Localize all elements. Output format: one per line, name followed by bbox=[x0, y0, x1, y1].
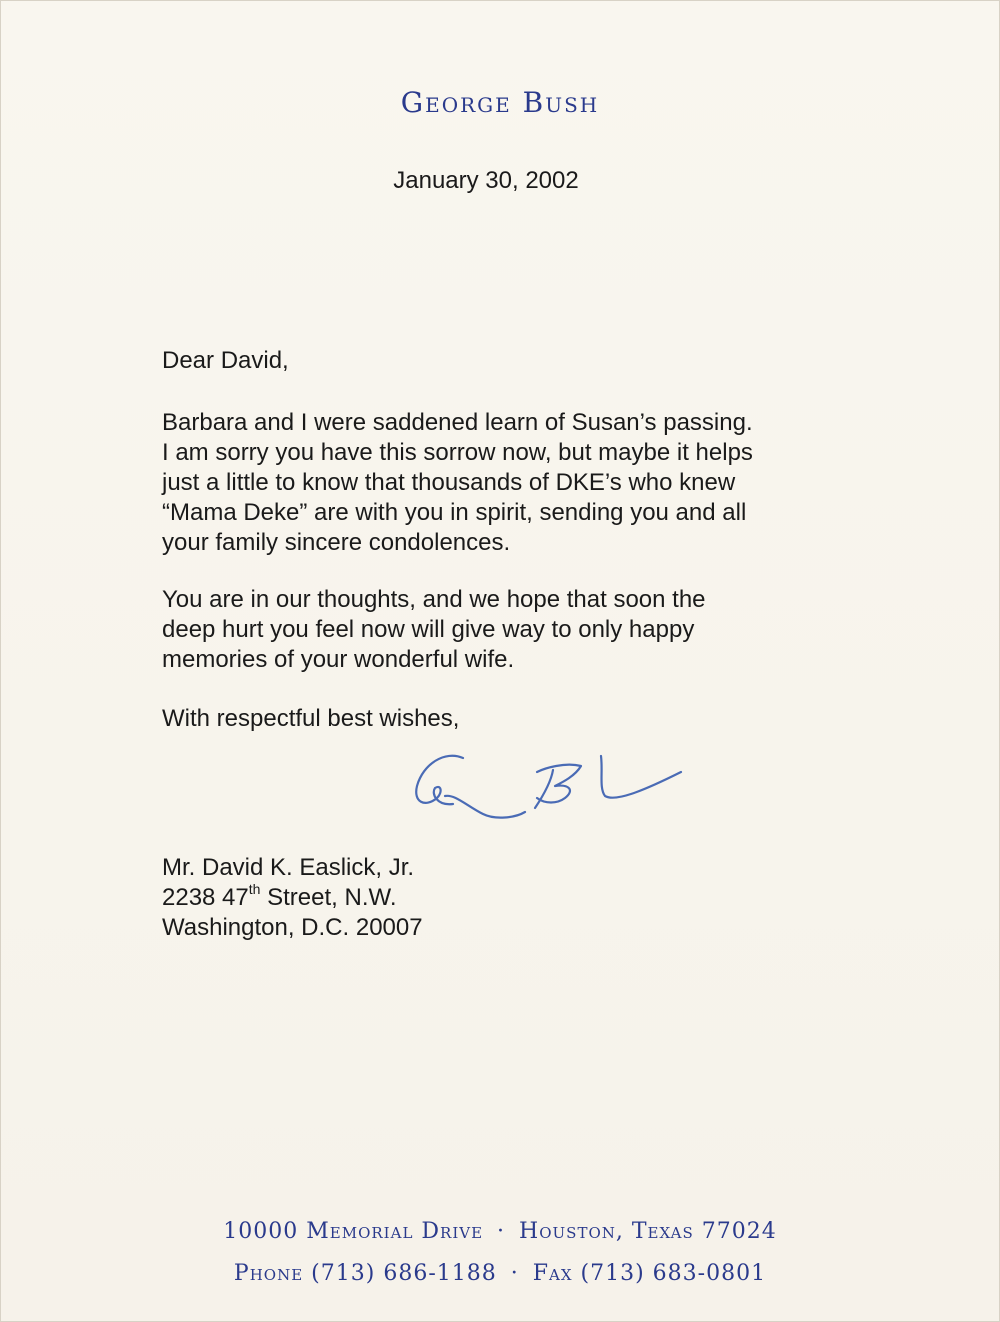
paragraph-2-line: You are in our thoughts, and we hope that soon the bbox=[162, 586, 706, 613]
footer-address-line bbox=[0, 1219, 1000, 1244]
footer-separator: · bbox=[497, 1219, 506, 1244]
signature-image bbox=[405, 736, 695, 836]
street-number: 2238 47 bbox=[162, 884, 249, 911]
recipient-name: Mr. David K. Easlick, Jr. bbox=[162, 854, 415, 881]
letter-date: January 30, 2002 bbox=[393, 167, 579, 194]
paragraph-1-line: “Mama Deke” are with you in spirit, sending you and all bbox=[162, 499, 747, 526]
salutation: Dear David, bbox=[162, 347, 289, 374]
footer-separator: · bbox=[510, 1261, 519, 1286]
paragraph-1-line: I am sorry you have this sorrow now, but maybe it helps bbox=[162, 439, 753, 466]
paragraph-2-line: memories of your wonderful wife. bbox=[162, 646, 515, 673]
footer-contact-line bbox=[0, 1261, 1000, 1286]
paragraph-2-line: deep hurt you feel now will give way to only happy bbox=[162, 616, 695, 643]
footer-city: Houston, Texas 77024 bbox=[519, 1219, 777, 1244]
paragraph-1 bbox=[162, 408, 753, 558]
street-suffix: th bbox=[248, 881, 261, 897]
footer-phone: Phone (713) 686-1188 bbox=[233, 1261, 497, 1286]
closing: With respectful best wishes, bbox=[162, 705, 460, 732]
recipient-address bbox=[162, 853, 423, 943]
footer-street: 10000 Memorial Drive bbox=[223, 1219, 484, 1244]
paragraph-1-line: Barbara and I were saddened learn of Susan’s passing. bbox=[162, 409, 753, 436]
paragraph-1-line: just a little to know that thousands of DKE’s who knew bbox=[162, 469, 736, 496]
street-rest: Street, N.W. bbox=[260, 884, 397, 911]
recipient-city: Washington, D.C. 20007 bbox=[162, 914, 423, 941]
letterhead-name: George Bush bbox=[400, 86, 600, 119]
paragraph-1-line: your family sincere condolences. bbox=[162, 529, 511, 556]
footer-fax: Fax (713) 683-0801 bbox=[532, 1261, 767, 1286]
paragraph-2 bbox=[162, 585, 706, 675]
recipient-street bbox=[162, 883, 423, 913]
